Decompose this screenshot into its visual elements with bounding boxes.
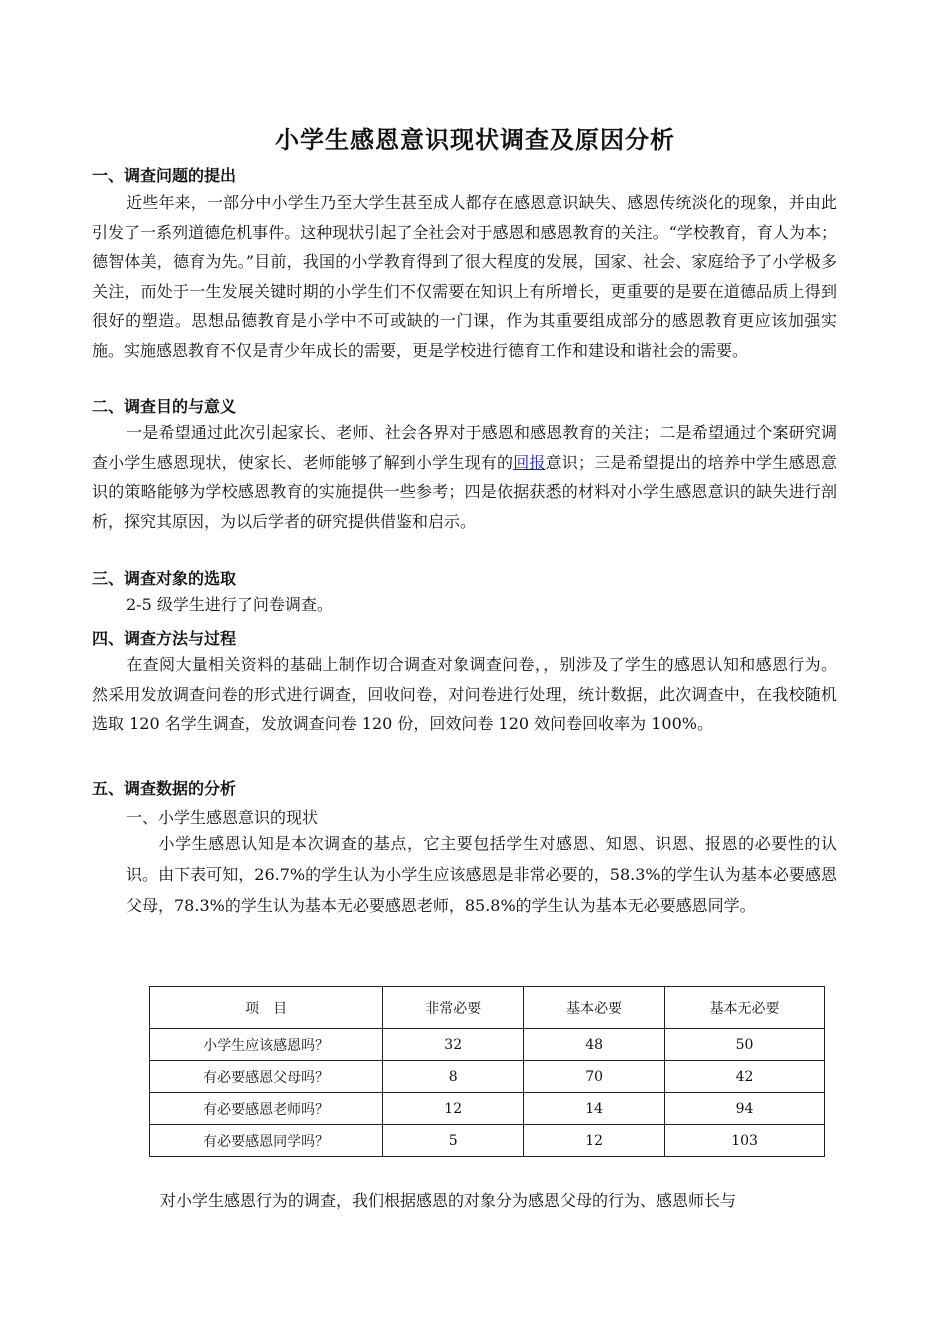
section-paragraph-2-text-b: 意识；三是希望提出的培养中学生感恩意识的策略能够为学校感恩教育的实施提供一些参考；四是依据获悉的材料对小学生感恩意识的缺失进行剖析，探究其原因，为以后学者的研究提供借鉴和启示。 (92, 452, 837, 531)
table-cell: 32 (383, 1029, 524, 1061)
section-paragraph-2 (92, 418, 837, 536)
section-heading-4: 四、调查方法与过程 (92, 629, 237, 648)
table-header-item: 项 目 (150, 987, 383, 1029)
table-header-not-necessary: 基本无必要 (665, 987, 825, 1029)
section-paragraph-5 (126, 828, 837, 921)
section-paragraph-3 (92, 590, 837, 620)
subsection-heading: 一、小学生感恩意识的现状 (126, 808, 319, 827)
table-row (150, 1093, 825, 1125)
table-cell: 103 (665, 1125, 825, 1157)
table-row (150, 1125, 825, 1157)
section-heading-5: 五、调查数据的分析 (92, 779, 237, 798)
table-row (150, 1061, 825, 1093)
table-header-basically-necessary: 基本必要 (524, 987, 665, 1029)
table-cell: 12 (383, 1093, 524, 1125)
section-paragraph-3-text: 2-5 级学生进行了问卷调查。 (126, 595, 333, 614)
table-cell: 5 (383, 1125, 524, 1157)
table-cell: 14 (524, 1093, 665, 1125)
table-row (150, 1029, 825, 1061)
table-cell: 48 (524, 1029, 665, 1061)
table-cell: 有必要感恩同学吗？ (150, 1125, 383, 1157)
section-paragraph-5-text: 小学生感恩认知是本次调查的基点，它主要包括学生对感恩、知恩、识恩、报恩的必要性的认识。由下表可知，26.7%的学生认为小学生应该感恩是非常必要的，58.3%的学生认为基本必要感恩父母，78.3%的学生认为基本无必要感恩老师，85.8%的学生认为基本无必要感恩同学。 (126, 834, 837, 915)
hyperlink-huibao[interactable]: 回报 (513, 452, 546, 472)
section-paragraph-2-text-a: 一是希望通过此次引起家长、老师、社会各界对于感恩和感恩教育的关注；二是希望通过个案研究调查小学生感恩现状，使家长、老师能够了解到小学生现有的 (92, 423, 837, 472)
page-title: 小学生感恩意识现状调查及原因分析 (275, 125, 675, 154)
section-paragraph-1-text: 近些年来，一部分中小学生乃至大学生甚至成人都存在感恩意识缺失、感恩传统淡化的现象，并由此引发了一系列道德危机事件。这种现状引起了全社会对于感恩和感恩教育的关注。“学校教育，育人为本；德智体美，德育为先。”目前，我国的小学教育得到了很大程度的发展，国家、社会、家庭给予了小学极多关注，而处于一生发展关键时期的小学生们不仅需要在知识上有所增长，更重要的是要在道德品质上得到很好的塑造。思想品德教育是小学中不可或缺的一门课，作为其重要组成部分的感恩教育更应该加强实施。实施感恩教育不仅是青少年成长的需要，更是学校进行德育工作和建设和谐社会的需要。 (92, 193, 837, 360)
section-heading-3: 三、调查对象的选取 (92, 569, 237, 588)
section-heading-1: 一、调查问题的提出 (92, 166, 237, 185)
section-paragraph-4 (92, 650, 837, 739)
table-cell: 42 (665, 1061, 825, 1093)
table-cell: 有必要感恩老师吗？ (150, 1093, 383, 1125)
table-cell: 有必要感恩父母吗？ (150, 1061, 383, 1093)
section-heading-2: 二、调查目的与意义 (92, 397, 237, 416)
table-cell: 8 (383, 1061, 524, 1093)
section-paragraph-4-text: 在查阅大量相关资料的基础上制作切合调查对象调查问卷，，别涉及了学生的感恩认知和感恩行为。然采用发放调查问卷的形式进行调查，回收问卷，对问卷进行处理，统计数据，此次调查中，在我校随机选取 120 名学生调查，发放调查问卷 120 份，回效问卷 120 效问卷回收率为 100%。 (92, 655, 837, 733)
table-cell: 小学生应该感恩吗？ (150, 1029, 383, 1061)
closing-paragraph (126, 1186, 837, 1216)
section-paragraph-1 (92, 188, 837, 365)
survey-table (149, 986, 825, 1157)
closing-paragraph-text: 对小学生感恩行为的调查，我们根据感恩的对象分为感恩父母的行为、感恩师长与 (160, 1191, 737, 1210)
table-cell: 12 (524, 1125, 665, 1157)
table-cell: 50 (665, 1029, 825, 1061)
table-header-very-necessary: 非常必要 (383, 987, 524, 1029)
table-cell: 94 (665, 1093, 825, 1125)
table-cell: 70 (524, 1061, 665, 1093)
table-header-row (150, 987, 825, 1029)
